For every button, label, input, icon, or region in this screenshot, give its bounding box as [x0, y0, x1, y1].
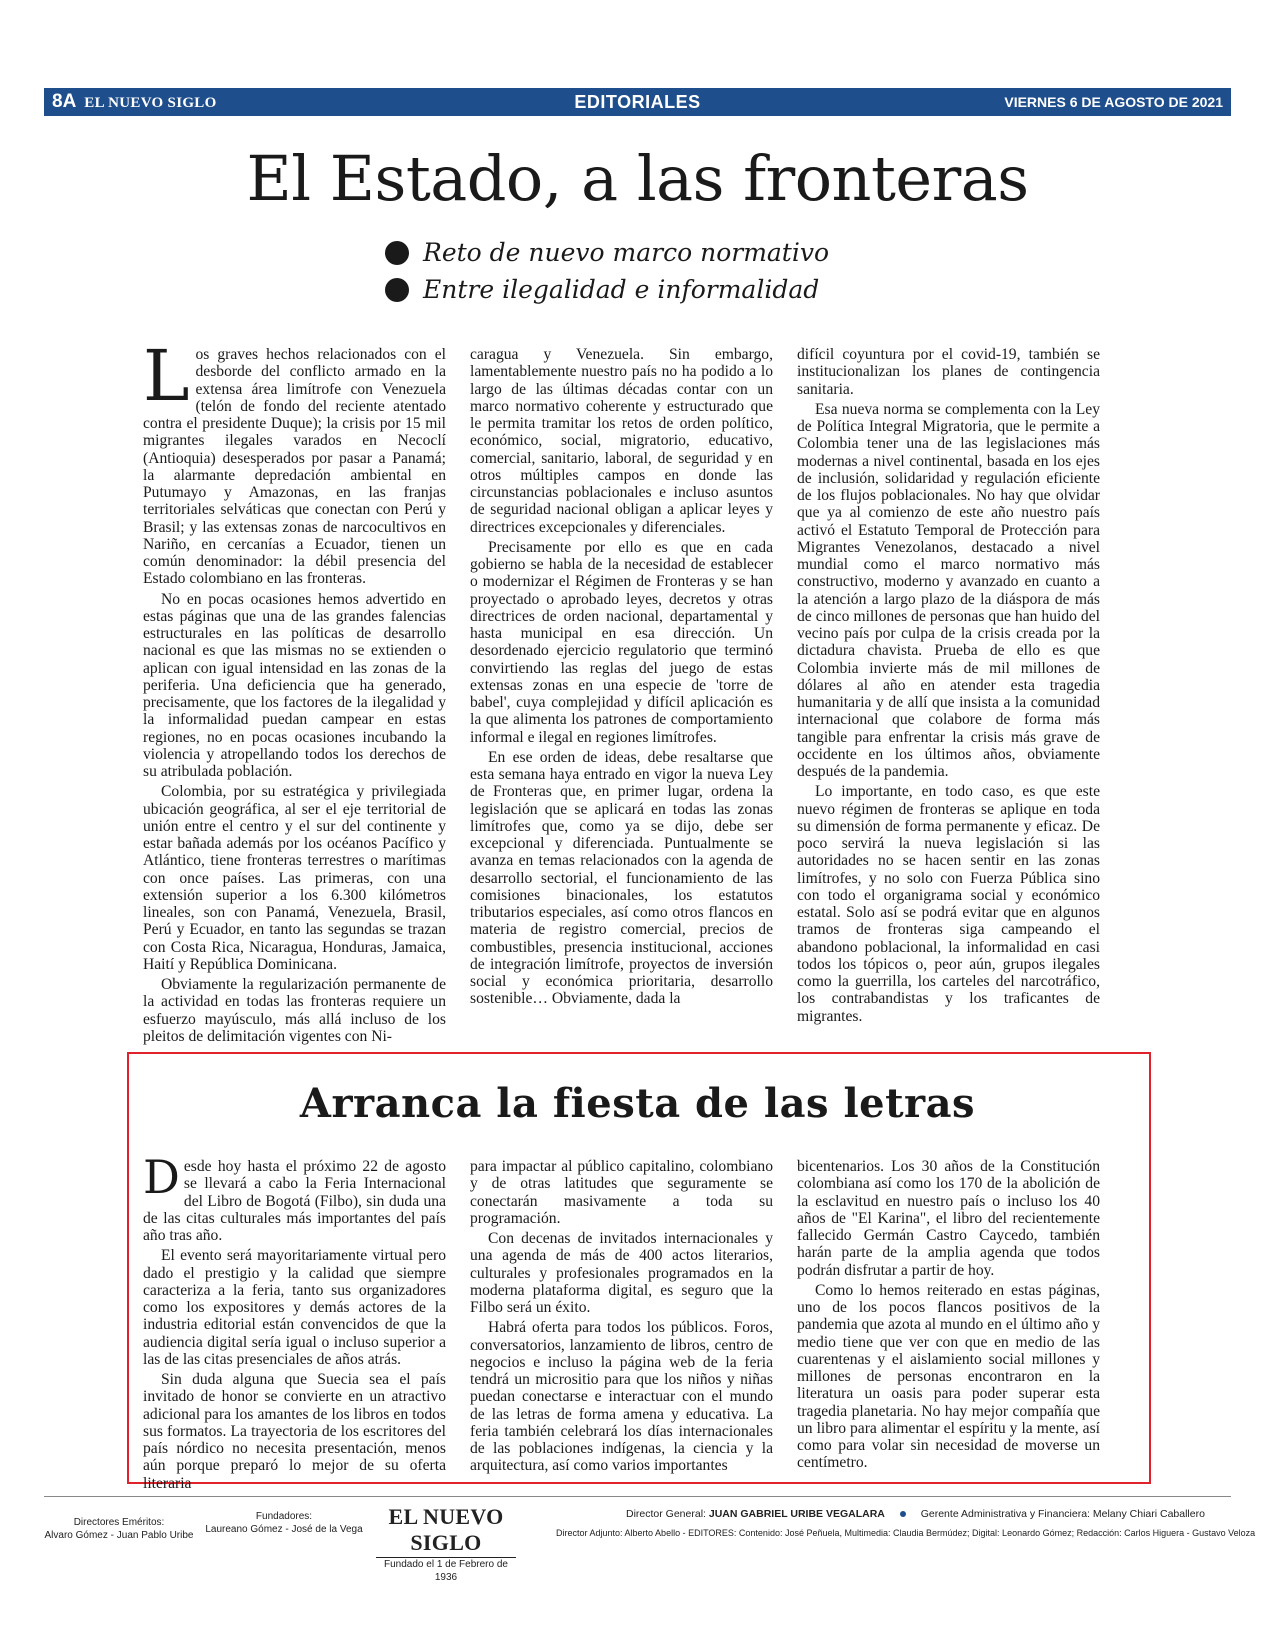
bullet-icon — [385, 278, 409, 302]
subhead-item — [385, 234, 985, 271]
director-label: Director General: — [626, 1508, 706, 1520]
editorial-column-3 — [797, 346, 1100, 1046]
emeritus-names: Alvaro Gómez - Juan Pablo Uribe — [44, 1530, 194, 1541]
paragraph — [143, 335, 446, 588]
paragraph: Esa nueva norma se complementa con la Ley de Política Integral Migratoria, que le permite a Colombia tener una de las legislaciones más modernas a nivel continental, basada en los ejes de inclusión, solidaridad y regulación eficiente de los flujos poblacionales. No hay que olvidar que ya al comienzo de este año nuestro país activó el Estatuto Temporal de Protección para Migrantes Venezolanos, destacado a nivel mundial como el marco normativo más constructivo, moderno y avanzado en cuanto a la atención a largo plazo de la diáspora de más de cinco millones de personas que han huido del vecino país por culpa de la crisis creada por la dictadura chavista. Prueba de ello es que Colombia invierte más de mil millones de dólares al año en atender esta tragedia humanitaria y de allí que insista a la comunidad internacional que colabore de forma más tangible para enfrentar la crisis más grave de occidente en los últimos años, obviamente después de la pandemia. — [797, 400, 1100, 780]
founders-label: Fundadores: — [255, 1511, 313, 1522]
paragraph: bicentenarios. Los 30 años de la Constitución colombiana así como los 170 de la abolición de la esclavitud en nuestro país o incluso los 40 años de "El Karina", el libro del recientemente fallecido Germán Castro Caycedo, también harán parte de la amplia agenda que todos podrán disfrutar a partir de hoy. — [797, 1158, 1100, 1279]
paragraph — [143, 1150, 446, 1244]
footer-editors: Director Adjunto: Alberto Abello - EDITORES: Contenido: José Peñuela, Multimedia: Claudia Bermúdez; Digital: Leonardo Gómez; Redacción: Carlos Higuera - Gustavo Veloza — [556, 1528, 1256, 1538]
drop-cap: D — [143, 1150, 180, 1204]
manager-label: Gerente Administrativa y Financiera: — [920, 1508, 1090, 1520]
paragraph: Colombia, por su estratégica y privilegiada ubicación geográfica, al ser el eje territorial de unión entre el centro y el sur del continente y estar bañada además por los océanos Pacífico y Atlántico, tiene fronteras terrestres o marítimas con once países. Las primeras, con una extensión superior a los 6.300 kilómetros lineales, son con Panamá, Venezuela, Brasil, Perú y Ecuador, en tanto las segundas se trazan con Costa Rica, Nicaragua, Honduras, Jamaica, Haití y República Dominicana. — [143, 783, 446, 973]
section-header-bar — [44, 88, 1231, 116]
paragraph: No en pocas ocasiones hemos advertido en estas páginas que una de las grandes falencias estructurales en las políticas de desarrollo nacional es que las mismas no se extienden o aplican con igual intensidad en las zonas de la periferia. Una deficiencia que ha generado, precisamente, que los factores de la ilegalidad y la informalidad puedan campear en estas regiones, no en pocas ocasiones incubando la violencia y atropellando todos los derechos de su atribulada población. — [143, 590, 446, 780]
header-brand: EL NUEVO SIGLO — [84, 95, 217, 111]
separator-dot-icon — [900, 1511, 906, 1517]
editorial-column-1 — [143, 335, 446, 1046]
second-editorial-headline: Arranca la fiesta de las letras — [299, 1080, 976, 1127]
paragraph: para impactar al público capitalino, colombiano y de otras latitudes que seguramente se conectarán masivamente a toda su programación. — [470, 1158, 773, 1227]
paragraph: Lo importante, en todo caso, es que este nuevo régimen de fronteras se aplique en toda su dimensión de forma permanente y eficaz. De poco servirá la nueva legislación si las autoridades no se hacen sentir en las zonas limítrofes, y no solo con Fuerza Pública sino con todo el organigrama social y económico estatal. Solo así se podrá evitar que en algunos tramos de fronteras siga campeando el abandono poblacional, la informalidad en casi todos los tópicos o, peor aún, grupos ilegales como la guerrilla, los carteles del narcotráfico, los contrabandistas y los traficantes de migrantes. — [797, 783, 1100, 1025]
founders-names: Laureano Gómez - José de la Vega — [205, 1524, 363, 1535]
emeritus-label: Directores Eméritos: — [73, 1517, 165, 1528]
paragraph: Sin duda alguna que Suecia sea el país invitado de honor se convierte en un atractivo adicional para los amantes de los libros en todos sus formatos. La trayectoria de los escritores del país nórdico no necesita presentación, menos aún porque preparó lo mejor de su oferta literaria — [143, 1371, 446, 1492]
paragraph: En ese orden de ideas, debe resaltarse que esta semana haya entrado en vigor la nueva Ley de Fronteras que, en primer lugar, ordena la legislación que se aplicará en todas las zonas limítrofes que, como ya se dijo, debe ser excepcional y diferenciada. Puntualmente se avanza en temas relacionados con la agenda de desarrollo sectorial, el funcionamiento de las comisiones binacionales, los estatutos tributarios especiales, así como otros flancos en materia de registro comercial, precios de combustibles, presencia institucional, acciones de integración limítrofe, proyectos de inversión social y económica prioritaria, desarrollo sostenible… Obviamente, dada la — [470, 748, 773, 1008]
footer-divider — [44, 1496, 1231, 1497]
paragraph-text: esde hoy hasta el próximo 22 de agosto se llevará a cabo la Feria Internacional del Libro de Bogotá (Filbo), sin duda una de las citas culturales más importantes del país año tras año. — [143, 1158, 446, 1244]
page-number: 8A — [52, 91, 77, 112]
editorial-headline: El Estado, a las fronteras — [246, 142, 1029, 215]
header-left — [52, 91, 452, 113]
footer-directors — [626, 1508, 1231, 1520]
issue-date: VIERNES 6 DE AGOSTO DE 2021 — [1004, 94, 1223, 110]
bullet-icon — [385, 241, 409, 265]
editorial-subheads — [385, 234, 985, 308]
paragraph: El evento será mayoritariamente virtual pero dado el prestigio y la calidad que siempre caracteriza a la feria, tanto sus organizadores como los expositores y demás actores de la industria editorial están convencidos de que la audiencia digital sería igual o incluso superior a las de las citas presenciales de años atrás. — [143, 1247, 446, 1368]
paragraph: Como lo hemos reiterado en estas páginas, uno de los pocos flancos positivos de la pandemia que azota al mundo en el último año y medio tiene que ver con que en medio de las cuarentenas y el aislamiento social millones y millones de personas encontraron en la literatura un oasis para poder superar esta tragedia planetaria. No hay mejor compañía que un libro para alimentar el espíritu y la mente, así como para volar sin necesidad de moverse un centímetro. — [797, 1281, 1100, 1472]
founded-date: Fundado el 1 de Febrero de 1936 — [384, 1559, 508, 1583]
subhead-item — [385, 271, 985, 308]
second-editorial-column-3 — [797, 1158, 1100, 1472]
subhead-text: Reto de nuevo marco normativo — [423, 238, 830, 267]
footer-emeritus — [44, 1516, 194, 1542]
paragraph: difícil coyuntura por el covid-19, también se institucionalizan los planes de contingencia sanitaria. — [797, 346, 1100, 398]
manager-name: Melany Chiari Caballero — [1092, 1508, 1205, 1520]
masthead-logo: EL NUEVO SIGLO — [376, 1504, 516, 1558]
second-editorial-column-1 — [143, 1150, 446, 1492]
editorial-column-2 — [470, 346, 773, 1046]
paragraph: Con decenas de invitados internacionales y una agenda de más de 400 actos literarios, culturales y profesionales programados en la moderna plataforma digital, es seguro que la Filbo será un éxito. — [470, 1230, 773, 1316]
footer-founders — [204, 1510, 364, 1536]
section-name: EDITORIALES — [574, 91, 701, 112]
drop-cap: L — [143, 335, 190, 417]
paragraph: Obviamente la regularización permanente de la actividad en todas las fronteras requiere un esfuerzo mayúsculo, más allá incluso de los pleitos de delimitación vigentes con Ni- — [143, 976, 446, 1045]
second-editorial-column-2 — [470, 1158, 773, 1475]
subhead-text: Entre ilegalidad e informalidad — [423, 275, 820, 304]
director-name: JUAN GABRIEL URIBE VEGALARA — [708, 1508, 885, 1520]
paragraph: Habrá oferta para todos los públicos. Foros, conversatorios, lanzamiento de libros, centro de negocios e incluso la página web de la feria tendrá un micrositio para que los niños y niñas puedan conectarse e interactuar con el mundo de las letras de forma amena y educativa. La feria también celebrará los días internacionales de las poblaciones indígenas, la ciencia y la arquitectura, así como varios importantes — [470, 1319, 773, 1475]
paragraph-text: os graves hechos relacionados con el desborde del conflicto armado en la extensa área limítrofe con Venezuela (telón de fondo del reciente atentado contra el presidente Duque); la crisis por 15 mil migrantes ilegales varados en Necoclí (Antioquia) desesperados por pasar a Panamá; la alarmante depredación ambiental en Putumayo y Amazonas, en las franjas territoriales selváticas que conectan con Perú y Brasil; y las extensas zonas de narcocultivos en Nariño, en cercanías a Ecuador, tienen un común denominador: la débil presencia del Estado colombiano en las fronteras. — [143, 346, 446, 588]
paragraph: Precisamente por ello es que en cada gobierno se habla de la necesidad de establecer o modernizar el Régimen de Fronteras y se han proyectado o aprobado leyes, decretos y otras directrices de orden nacional, departamental y hasta municipal en esa dirección. Un desordenado ejercicio regulatorio que terminó convirtiendo las reglas del juego de estas extensas zonas en una especie de 'torre de babel', cuya complejidad y difícil aplicación es la que alimenta los patrones de comportamiento informal e ilegal en regiones limítrofes. — [470, 538, 773, 746]
footer-masthead — [376, 1504, 516, 1584]
paragraph: caragua y Venezuela. Sin embargo, lamentablemente nuestro país no ha podido a lo largo de las últimas décadas contar con un marco normativo coherente y estructurado que le permita tramitar los retos de orden político, económico, social, migratorio, educativo, comercial, sanitario, laboral, de seguridad y en otros múltiples campos en donde las circunstancias poblacionales e incluso asuntos de seguridad nacional obligan a aplicar leyes y directrices excepcionales y diferenciales. — [470, 346, 773, 536]
